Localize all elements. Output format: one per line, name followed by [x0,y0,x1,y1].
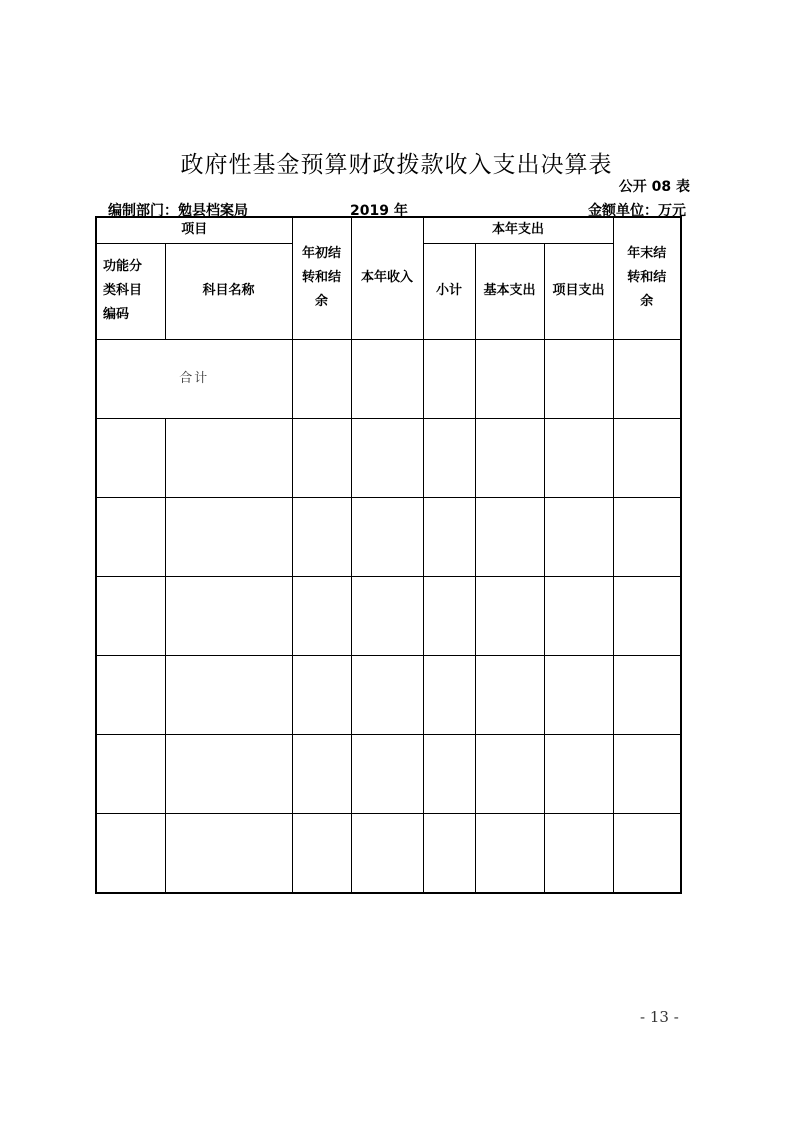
row-name [165,418,292,497]
row-income [351,813,423,893]
year-label: 2019 年 [350,203,408,219]
row-basic [475,734,544,813]
row-subtotal [423,813,475,893]
row-code [96,813,165,893]
row-project [544,734,613,813]
row-subtotal [423,655,475,734]
row-name [165,497,292,576]
header-func-code-l2: 类科目 [103,283,143,298]
header-func-code [96,243,165,339]
department-label: 编制部门：勉县档案局 [108,203,248,219]
row-begin [292,418,351,497]
header-subject-name: 科目名称 [165,243,292,339]
row-project [544,576,613,655]
form-number: 公开 08 表 [618,179,690,195]
row-code [96,497,165,576]
row-basic [475,497,544,576]
header-begin-l2: 转和结 [302,270,342,286]
row-basic [475,655,544,734]
header-begin-l3: 余 [315,294,329,310]
header-begin-balance [292,217,351,339]
total-begin [292,339,351,418]
row-project [544,418,613,497]
row-code [96,418,165,497]
row-project [544,497,613,576]
total-end [613,339,681,418]
row-begin [292,734,351,813]
row-name [165,813,292,893]
total-basic [475,339,544,418]
row-income [351,497,423,576]
row-income [351,734,423,813]
row-begin [292,813,351,893]
header-project: 项目支出 [544,243,613,339]
row-begin [292,497,351,576]
table-row [96,497,681,576]
header-func-code-l1: 功能分 [103,259,143,274]
page-number: - 13 - [640,1008,679,1026]
header-expense-group: 本年支出 [423,217,613,243]
header-subtotal: 小计 [423,243,475,339]
total-label: 合计 [96,339,292,418]
row-end [613,655,681,734]
table-row [96,655,681,734]
header-end-l3: 余 [640,294,654,310]
row-basic [475,813,544,893]
table-row [96,418,681,497]
header-basic: 基本支出 [475,243,544,339]
header-row-1 [96,217,681,243]
header-end-l2: 转和结 [627,270,667,286]
row-end [613,576,681,655]
header-begin-l1: 年初结 [302,246,342,262]
row-basic [475,576,544,655]
header-func-code-l3: 编码 [103,307,130,322]
row-name [165,576,292,655]
row-code [96,576,165,655]
table-row [96,734,681,813]
unit-label: 金额单位：万元 [588,203,686,219]
row-end [613,813,681,893]
row-subtotal [423,418,475,497]
row-end [613,734,681,813]
row-begin [292,576,351,655]
total-project [544,339,613,418]
total-row [96,339,681,418]
budget-table [95,216,682,894]
row-subtotal [423,497,475,576]
row-name [165,734,292,813]
header-income: 本年收入 [351,217,423,339]
row-income [351,418,423,497]
row-subtotal [423,734,475,813]
table-row [96,813,681,893]
row-income [351,655,423,734]
row-code [96,655,165,734]
header-end-balance [613,217,681,339]
row-income [351,576,423,655]
row-project [544,655,613,734]
document-title: 政府性基金预算财政拨款收入支出决算表 [180,152,613,178]
row-name [165,655,292,734]
row-project [544,813,613,893]
row-begin [292,655,351,734]
total-income [351,339,423,418]
row-end [613,418,681,497]
row-end [613,497,681,576]
row-code [96,734,165,813]
header-end-l1: 年末结 [627,246,667,262]
row-basic [475,418,544,497]
header-item: 项目 [96,217,292,243]
row-subtotal [423,576,475,655]
table-row [96,576,681,655]
total-subtotal [423,339,475,418]
